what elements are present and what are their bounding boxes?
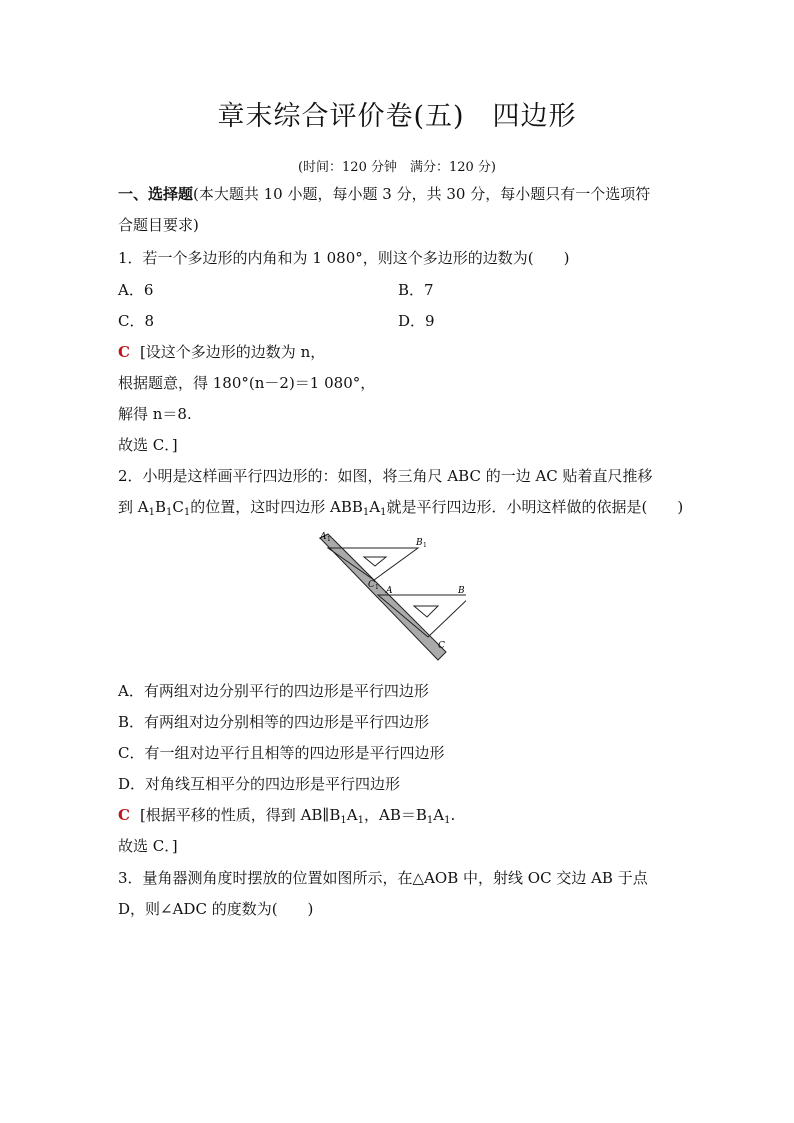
q1-solution-1: [设这个多边形的边数为 n， (139, 343, 326, 361)
label-a1: A (320, 532, 327, 542)
label-a1-sub: 1 (327, 536, 331, 543)
q1-stem: 1．若一个多边形的内角和为 1 080°，则这个多边形的边数为( ) (118, 249, 570, 267)
page-title: 章末综合评价卷(五) 四边形 (217, 101, 577, 132)
ruler-shape (320, 534, 446, 660)
sub-1: 1 (426, 815, 434, 826)
q2-solution-1c: ，AB＝B (363, 806, 427, 824)
q1-solution-2: 根据题意，得 180°(n－2)＝1 080°， (118, 374, 376, 392)
q2-stem-2-e: A (369, 498, 381, 516)
sub-1: 1 (380, 507, 387, 518)
section-heading: 一、选择题 (118, 185, 194, 203)
sub-1: 1 (166, 507, 173, 518)
triangle-inner-hole-1 (364, 557, 386, 566)
label-b: B (458, 586, 465, 596)
q2-option-c: C．有一组对边平行且相等的四边形是平行四边形 (118, 744, 445, 762)
sub-1: 1 (444, 815, 451, 826)
q2-solution-1e: . (450, 806, 456, 824)
label-b1: B (416, 538, 423, 548)
q1-option-b: B．7 (398, 281, 434, 299)
q2-stem-2-f: 就是平行四边形．小明这样做的依据是( ) (386, 498, 684, 516)
q2-option-b: B．有两组对边分别相等的四边形是平行四边形 (118, 713, 430, 731)
sub-1: 1 (362, 507, 370, 518)
q2-option-a: A．有两组对边分别平行的四边形是平行四边形 (118, 682, 429, 700)
q2-stem-2-d: 的位置，这时四边形 ABB (190, 498, 363, 516)
sub-1: 1 (183, 507, 191, 518)
q1-option-a: A．6 (118, 281, 154, 299)
q2-option-d: D．对角线互相平分的四边形是平行四边形 (118, 775, 401, 793)
q2-answer-letter: C (118, 806, 130, 824)
q3-stem-2: D，则∠ADC 的度数为( ) (118, 900, 314, 918)
exam-info: (时间：120 分钟 满分：120 分) (297, 160, 497, 175)
q2-stem-1: 2．小明是这样画平行四边形的：如图，将三角尺 ABC 的一边 AC 贴着直尺推移 (118, 467, 653, 485)
ruler-triangle-figure (306, 530, 466, 670)
label-c1-sub: 1 (375, 584, 379, 591)
q1-solution-3: 解得 n＝8. (118, 405, 192, 423)
q1-option-d: D．9 (398, 312, 435, 330)
q2-stem-2-c: C (172, 498, 184, 516)
label-a: A (386, 586, 393, 596)
sub-1: 1 (357, 815, 364, 826)
q2-stem-2-b: B (154, 498, 167, 516)
q1-answer-letter: C (118, 343, 130, 361)
q2-solution-1b: A (346, 806, 358, 824)
q2-solution-1d: A (433, 806, 445, 824)
section-desc-2: 合题目要求) (118, 216, 199, 234)
q2-stem-2 (118, 497, 683, 523)
q1-solution-line-1 (118, 342, 325, 362)
label-c1: C (368, 580, 375, 590)
label-c: C (438, 641, 445, 651)
q2-stem-2-a: 到 A (118, 498, 149, 516)
q2-solution-1a: [根据平移的性质，得到 AB∥B (139, 806, 341, 824)
q3-stem-1: 3．量角器测角度时摆放的位置如图所示，在△AOB 中，射线 OC 交边 AB 于点 (118, 869, 648, 887)
label-b1-sub: 1 (423, 542, 427, 549)
triangle-inner-hole-2 (414, 606, 438, 617)
section-desc-1: (本大题共 10 小题，每小题 3 分，共 30 分，每小题只有一个选项符 (193, 185, 651, 203)
q2-solution-2: 故选 C．] (118, 837, 178, 855)
section-heading-line (118, 184, 650, 204)
sub-1: 1 (148, 507, 155, 518)
sub-1: 1 (340, 815, 347, 826)
q2-solution-line-1 (118, 805, 455, 831)
q1-option-c: C．8 (118, 312, 155, 330)
q1-solution-4: 故选 C．] (118, 436, 178, 454)
